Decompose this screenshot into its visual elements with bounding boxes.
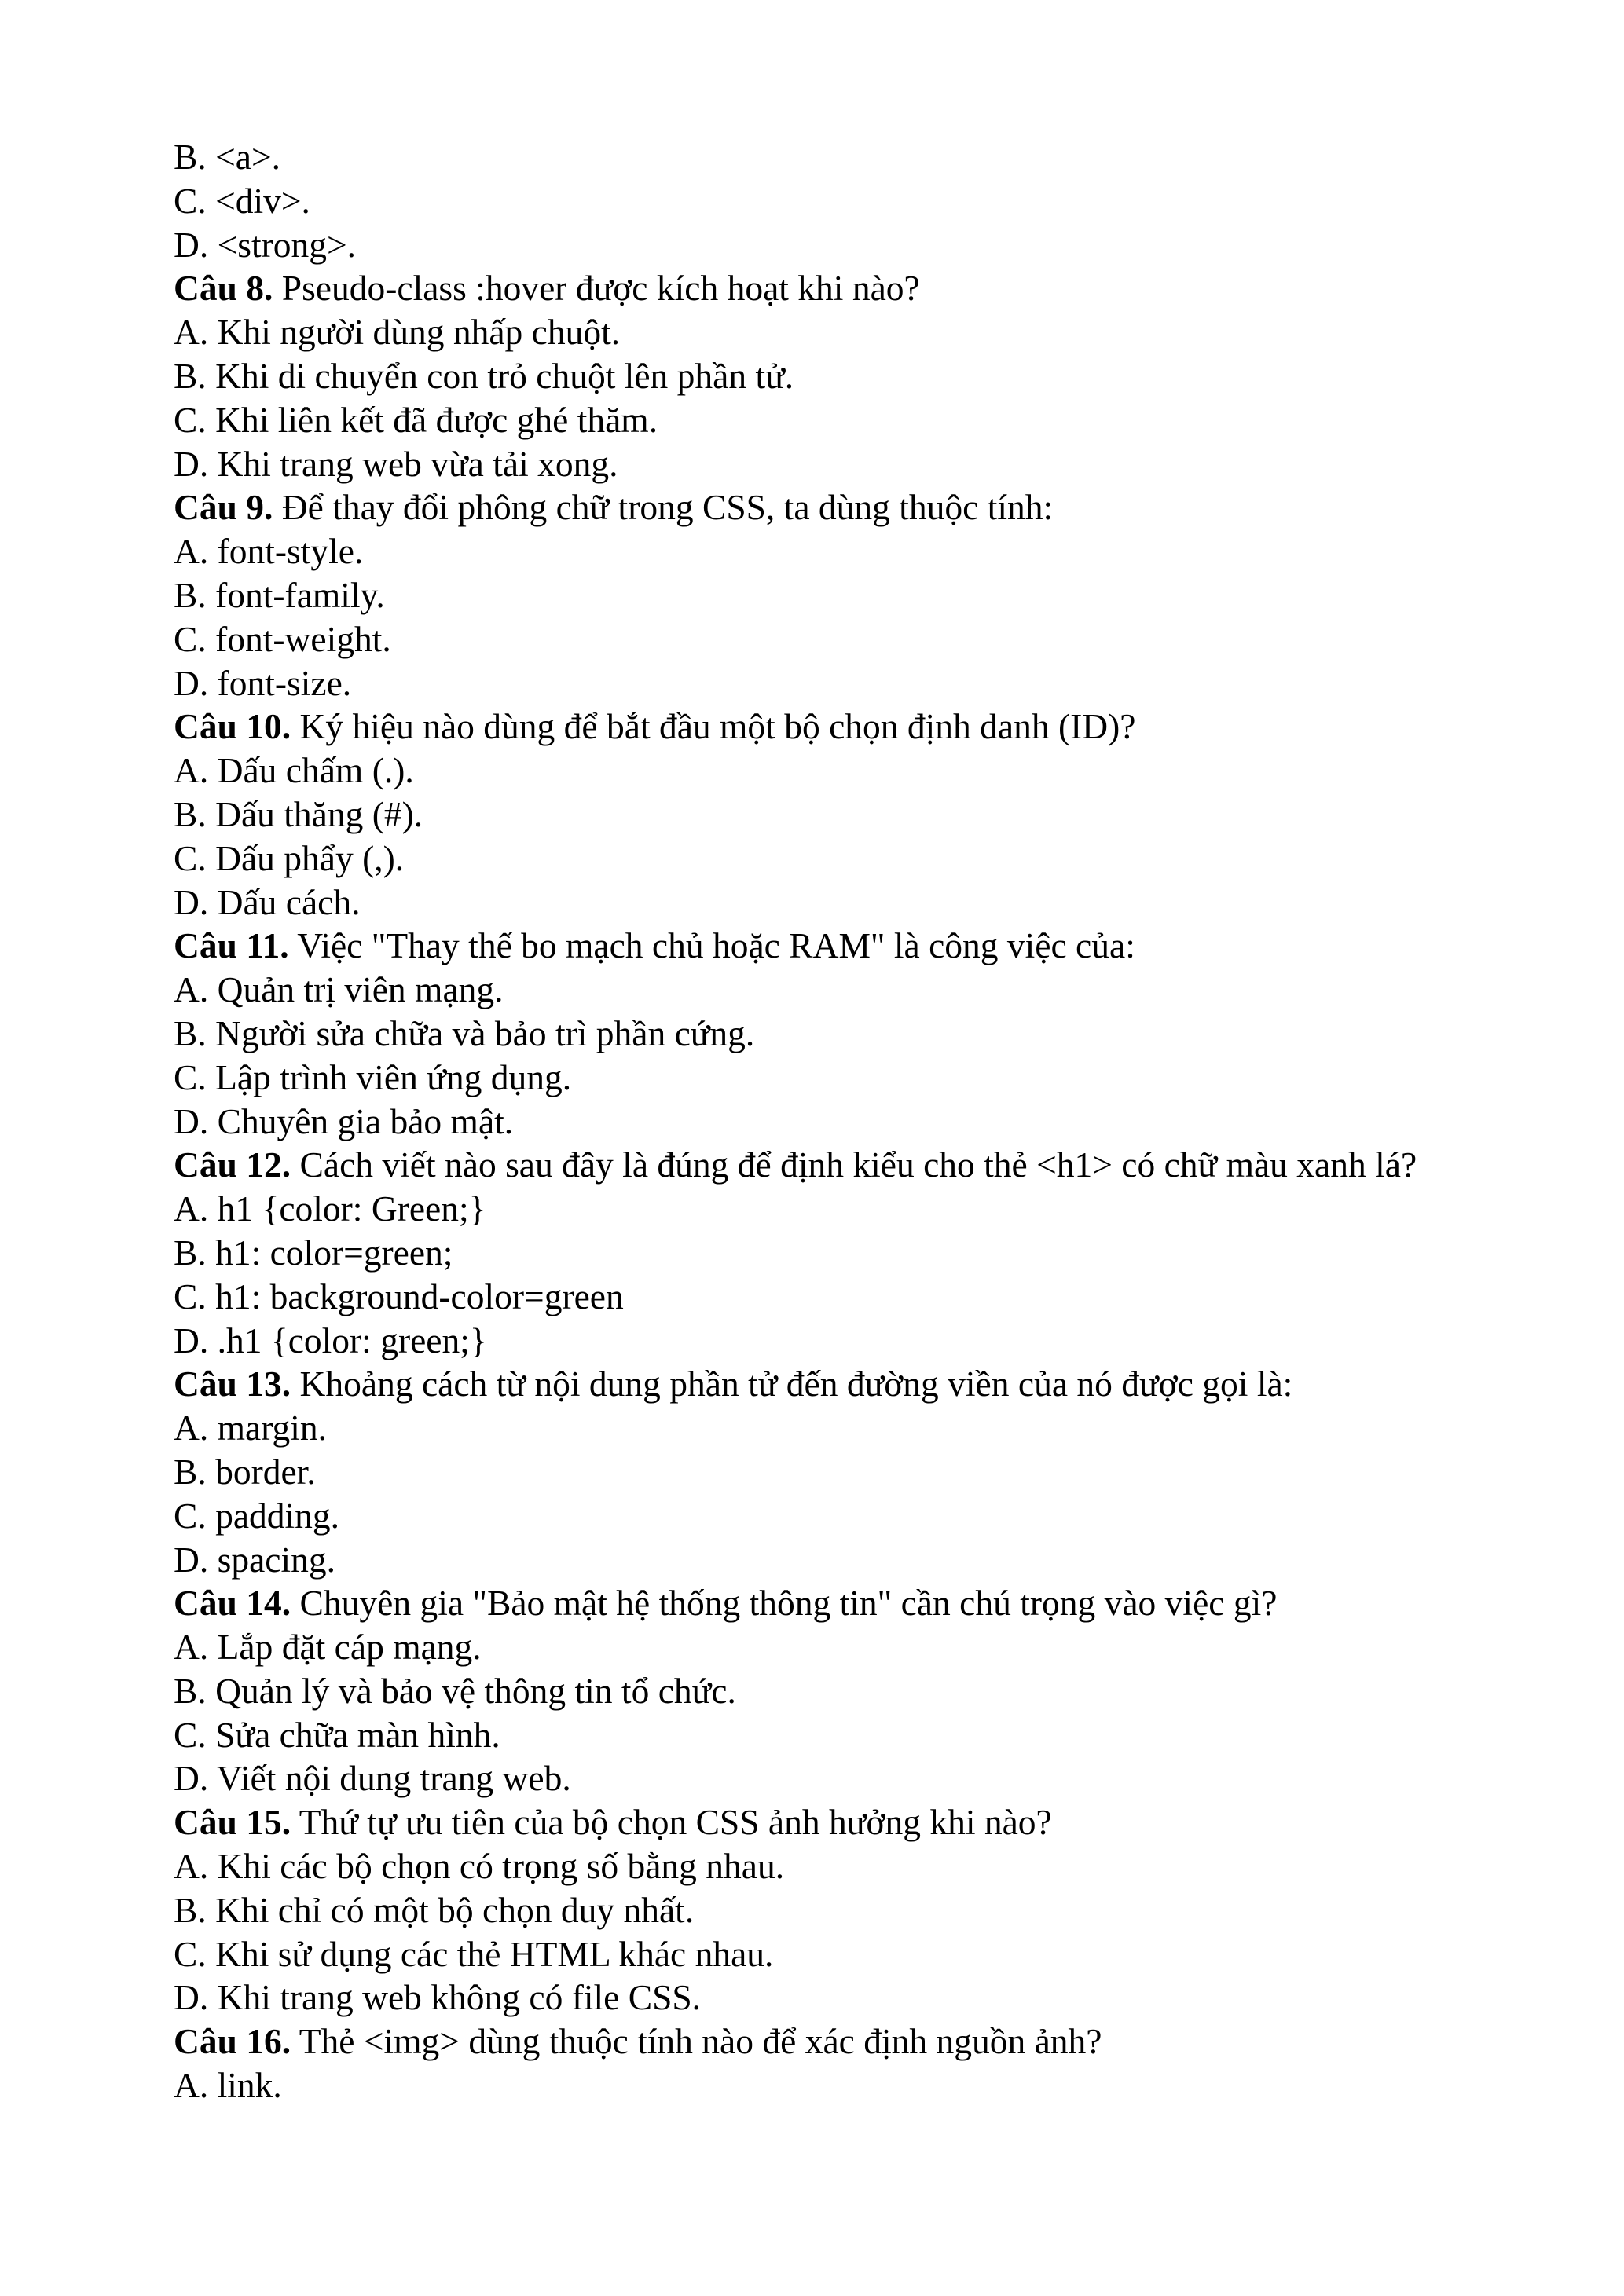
question-text [174, 924, 1494, 968]
answer-option: C. Dấu phẩy (,). [174, 837, 405, 878]
question-number: Câu 13. [174, 1364, 291, 1404]
question-14 [174, 1581, 1494, 1800]
answer-option: C. h1: background-color=green [174, 1276, 624, 1316]
question-8 [174, 266, 1494, 485]
answer-option: A. Khi các bộ chọn có trọng số bằng nhau. [174, 1846, 785, 1887]
answer-option: B. border. [174, 1451, 316, 1492]
question-number: Câu 14. [174, 1583, 291, 1624]
question-text [174, 266, 1494, 310]
answer-option: D. spacing. [174, 1539, 335, 1580]
question-prompt: Thứ tự ưu tiên của bộ chọn CSS ảnh hưởng khi nào? [291, 1802, 1052, 1843]
question-number: Câu 16. [174, 2021, 291, 2062]
question-prompt: Để thay đổi phông chữ trong CSS, ta dùng thuộc tính: [273, 487, 1054, 528]
answer-option: D. Viết nội dung trang web. [174, 1758, 571, 1799]
question-number: Câu 10. [174, 706, 291, 747]
answer-option: A. font-style. [174, 531, 364, 572]
question-prompt: Thẻ <img> dùng thuộc tính nào để xác định nguồn ảnh? [291, 2021, 1102, 2062]
question-16 [174, 2020, 1494, 2107]
question-number: Câu 12. [174, 1144, 291, 1185]
answer-option: B. h1: color=green; [174, 1232, 453, 1273]
answer-option: A. Khi người dùng nhấp chuột. [174, 312, 621, 353]
answer-option: A. link. [174, 2065, 282, 2106]
answer-option: B. Người sửa chữa và bảo trì phần cứng. [174, 1013, 755, 1053]
question-11 [174, 924, 1494, 1143]
question-12 [174, 1143, 1494, 1362]
answer-option: C. padding. [174, 1495, 340, 1536]
answer-option: C. Lập trình viên ứng dụng. [174, 1056, 572, 1097]
question-number: Câu 9. [174, 487, 273, 528]
leading-options [174, 135, 1494, 266]
question-10 [174, 705, 1494, 924]
answer-option: B. Quản lý và bảo vệ thông tin tổ chức. [174, 1670, 736, 1711]
answer-option: C. <div>. [174, 180, 310, 221]
document-page [174, 135, 1494, 2107]
question-prompt: Cách viết nào sau đây là đúng để định kiểu cho thẻ <h1> có chữ màu xanh lá? [291, 1144, 1417, 1185]
answer-option: C. Sửa chữa màn hình. [174, 1714, 500, 1755]
answer-option: D. font-size. [174, 662, 352, 703]
question-text [174, 485, 1494, 529]
answer-option: B. Khi di chuyển con trỏ chuột lên phần tử. [174, 355, 794, 396]
answer-option: D. Khi trang web vừa tải xong. [174, 443, 618, 484]
question-number: Câu 8. [174, 268, 273, 309]
answer-option: B. <a>. [174, 137, 280, 177]
answer-option: A. Dấu chấm (.). [174, 750, 414, 791]
question-prompt: Ký hiệu nào dùng để bắt đầu một bộ chọn định danh (ID)? [291, 706, 1136, 747]
question-number: Câu 11. [174, 925, 289, 966]
answer-option: D. .h1 {color: green;} [174, 1320, 487, 1360]
question-text [174, 1581, 1494, 1625]
question-number: Câu 15. [174, 1802, 291, 1843]
question-15 [174, 1800, 1494, 2020]
question-9 [174, 485, 1494, 705]
answer-option: D. Khi trang web không có file CSS. [174, 1977, 702, 2018]
answer-option: A. margin. [174, 1408, 328, 1448]
question-text [174, 1143, 1494, 1187]
question-prompt: Pseudo-class :hover được kích hoạt khi nào? [273, 268, 920, 309]
answer-option: B. Dấu thăng (#). [174, 793, 423, 834]
answer-option: D. Dấu cách. [174, 881, 361, 922]
question-text [174, 1362, 1494, 1406]
answer-option: B. font-family. [174, 574, 385, 615]
answer-option: D. Chuyên gia bảo mật. [174, 1100, 514, 1141]
question-text [174, 2020, 1494, 2063]
question-prompt: Việc "Thay thế bo mạch chủ hoặc RAM" là công việc của: [288, 925, 1135, 966]
question-text [174, 1800, 1494, 1844]
question-prompt: Khoảng cách từ nội dung phần tử đến đường viền của nó được gọi là: [291, 1364, 1293, 1404]
answer-option: C. Khi liên kết đã được ghé thăm. [174, 399, 658, 440]
answer-option: B. Khi chỉ có một bộ chọn duy nhất. [174, 1889, 695, 1930]
answer-option: A. h1 {color: Green;} [174, 1188, 486, 1229]
answer-option: C. font-weight. [174, 618, 391, 659]
answer-option: A. Lắp đặt cáp mạng. [174, 1627, 482, 1668]
answer-option: C. Khi sử dụng các thẻ HTML khác nhau. [174, 1933, 774, 1974]
answer-option: A. Quản trị viên mạng. [174, 969, 504, 1010]
question-prompt: Chuyên gia "Bảo mật hệ thống thông tin" cần chú trọng vào việc gì? [291, 1583, 1278, 1624]
answer-option: D. <strong>. [174, 224, 357, 265]
question-text [174, 705, 1494, 749]
question-13 [174, 1362, 1494, 1581]
